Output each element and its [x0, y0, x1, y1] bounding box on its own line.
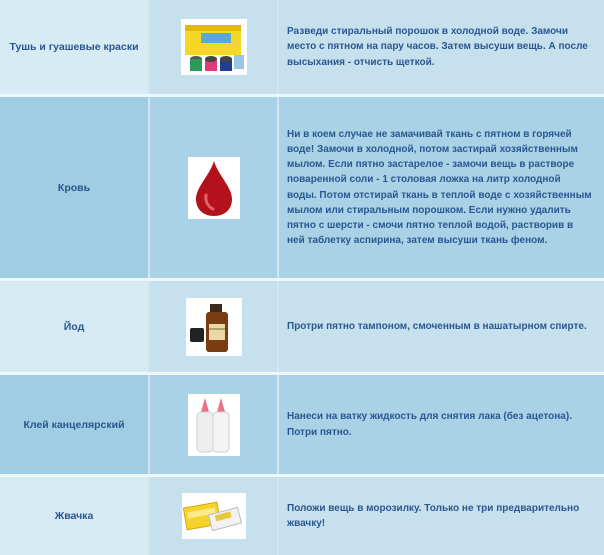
stain-image-cell: [150, 97, 277, 278]
stain-name-cell: [0, 477, 148, 555]
stain-image-cell: [150, 375, 277, 474]
stain-name-cell: [0, 281, 148, 372]
stain-name-cell: [0, 375, 148, 474]
blood-drop-icon: [188, 157, 240, 219]
instruction-cell: [279, 0, 604, 94]
stain-name: Кровь: [57, 181, 91, 194]
instruction-cell: [279, 477, 604, 555]
instruction-text: Ни в коем случае не замачивай ткань с пятном в горячей воде! Замочи в холодной, потом застирай хозяйственным мылом. Если пятно застарелое - замочи вещь в растворе поваренной соли - 1 столовая ложка на литр холодной воды. Потом отстирай ткань в теплой воде с хозяйственным мылом или стиральным порошком. Если нужно удалить пятно с шерсти - смочи пятно теплой водой, растворив в ней таблетку аспирина, затем высуши ткань феном.: [287, 128, 592, 247]
chewing-gum-icon: [182, 493, 246, 539]
table-row: [0, 281, 604, 372]
table-row: [0, 97, 604, 278]
instruction-text: Положи вещь в морозилку. Только не три предварительно жвачку!: [287, 502, 580, 529]
iodine-bottle-icon: [186, 298, 242, 356]
instruction-text: Протри пятно тампоном, смоченным в нашатырном спирте.: [287, 320, 587, 332]
stain-image-cell: [150, 0, 277, 94]
stain-name: Йод: [63, 320, 85, 333]
instruction-cell: [279, 97, 604, 278]
gouache-paints-icon: [181, 19, 247, 75]
stain-image-cell: [150, 477, 277, 555]
instruction-text: Нанеси на ватку жидкость для снятия лака (без ацетона). Потри пятно.: [287, 411, 572, 438]
stain-image-cell: [150, 281, 277, 372]
table-row: [0, 477, 604, 555]
table-row: [0, 0, 604, 94]
instruction-text: Разведи стиральный порошок в холодной воде. Замочи место с пятном на пару часов. Затем высуши вещь. А после высыхания - отчисть щеткой.: [287, 26, 588, 68]
glue-bottles-icon: [188, 394, 240, 456]
stain-name: Клей канцелярский: [23, 418, 125, 431]
table-row: [0, 375, 604, 474]
instruction-cell: [279, 281, 604, 372]
instruction-cell: [279, 375, 604, 474]
stain-name-cell: [0, 0, 148, 94]
stain-name-cell: [0, 97, 148, 278]
stain-name: Жвачка: [54, 510, 94, 522]
stain-name: Тушь и гуашевые краски: [9, 41, 139, 53]
